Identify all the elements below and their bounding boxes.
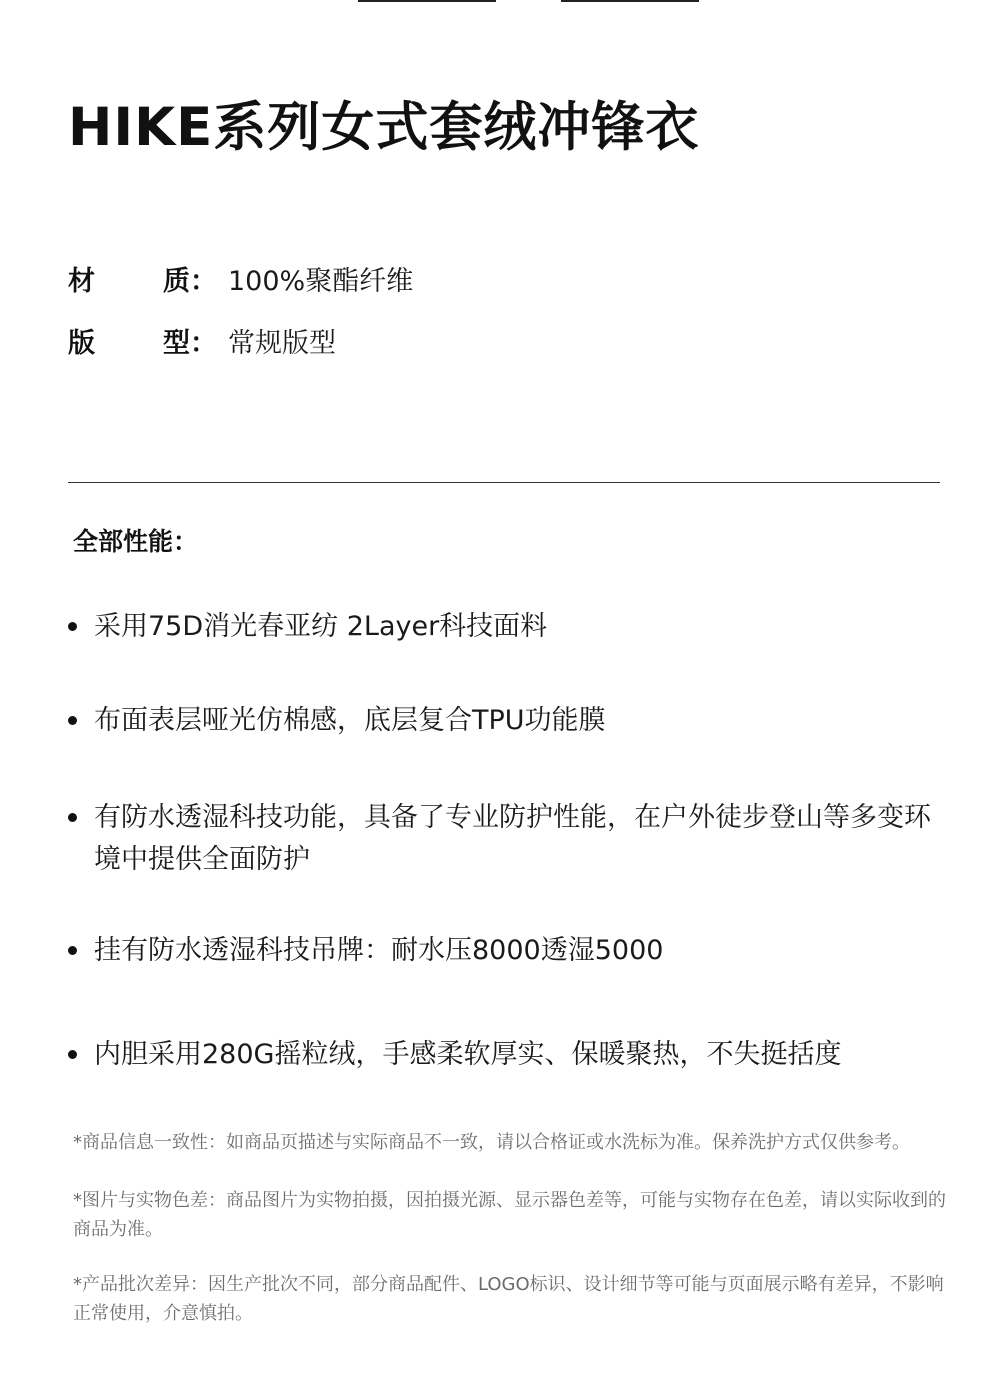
product-title: HIKE系列女式套绒冲锋衣	[68, 97, 700, 158]
bullet-icon	[68, 622, 77, 631]
note-batch-difference: *产品批次差异：因生产批次不同，部分商品配件、LOGO标识、设计细节等可能与页面展示略有差异，不影响正常使用，介意慎拍。	[73, 1274, 944, 1324]
spec-label-char: 材	[68, 266, 95, 297]
spec-label-char: 型：	[163, 328, 217, 359]
top-tab-indicator-left	[358, 0, 496, 2]
note-color-difference: *图片与实物色差：商品图片为实物拍摄，因拍摄光源、显示器色差等，可能与实物存在色差，请以实际收到的商品为准。	[73, 1190, 946, 1240]
spec-value-material: 100%聚酯纤维	[228, 266, 414, 297]
bullet-icon	[68, 716, 77, 725]
bullet-icon	[68, 813, 77, 822]
feature-item	[68, 797, 938, 881]
feature-text: 布面表层哑光仿棉感，底层复合TPU功能膜	[94, 705, 606, 736]
spec-value-fit: 常规版型	[228, 328, 336, 359]
feature-item	[68, 930, 938, 972]
feature-text: 内胆采用280G摇粒绒，手感柔软厚实、保暖聚热，不失挺括度	[94, 1039, 842, 1070]
feature-text: 采用75D消光春亚纺 2Layer科技面料	[94, 611, 548, 642]
feature-item	[68, 1034, 938, 1076]
bullet-icon	[68, 946, 77, 955]
feature-text: 有防水透湿科技功能，具备了专业防护性能，在户外徒步登山等多变环境中提供全面防护	[94, 802, 931, 875]
top-tab-indicator-right	[561, 0, 699, 2]
feature-text: 挂有防水透湿科技吊牌：耐水压8000透湿5000	[94, 935, 664, 966]
section-divider	[68, 482, 940, 483]
spec-label-char: 质：	[163, 266, 217, 297]
features-heading: 全部性能：	[73, 527, 199, 556]
feature-item	[68, 606, 938, 648]
note-consistency: *商品信息一致性：如商品页描述与实际商品不一致，请以合格证或水洗标为准。保养洗护方式仅供参考。	[73, 1132, 910, 1153]
bullet-icon	[68, 1050, 77, 1059]
feature-item	[68, 700, 938, 742]
spec-label-char: 版	[68, 328, 95, 359]
